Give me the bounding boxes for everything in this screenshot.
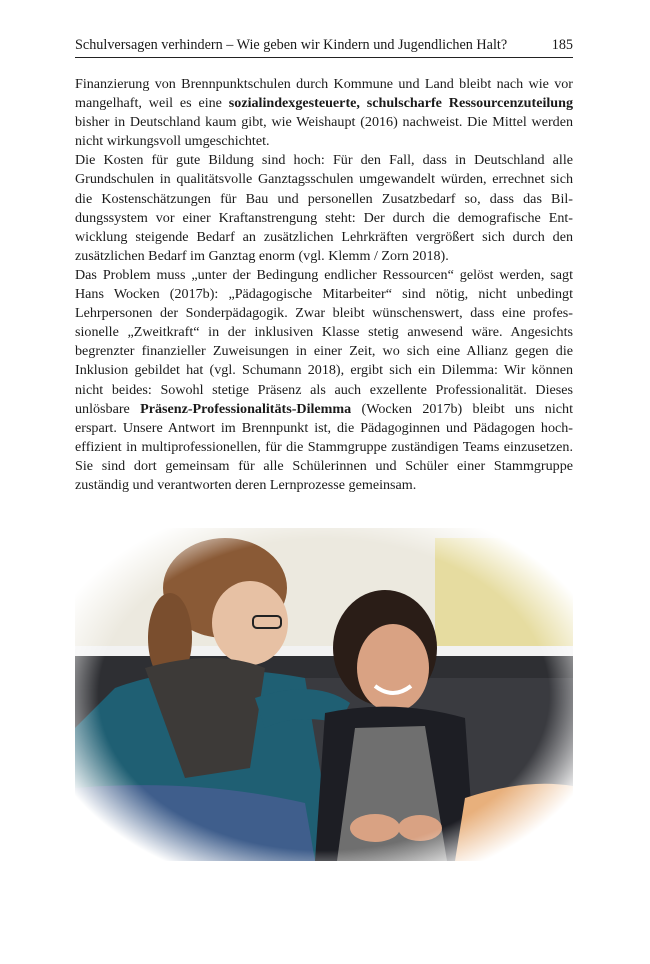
running-header-title: Schulversagen verhindern – Wie geben wir Kindern und Jugendlichen Halt?: [75, 37, 508, 53]
paragraph-1-text-a: Finanzierung von Brennpunktschulen durch Kommune und Land bleibt nach wie vor mangelhaft, weil es eine: [75, 76, 573, 112]
photo-illustration: [75, 528, 573, 861]
photo-teacher-and-girl-icon: [75, 528, 573, 861]
paragraph-3-text-c: (Wocken 2017b) bleibt uns nicht erspart. Unsere Antwort im Brennpunkt ist, die Pädagoginnen und Pädagogen hocheffizient in multiprofessionellen, für die Stammgruppe zuständigen Teams einzusetzen. Sie sind dort gemeinsam für alle Schülerinnen und Schüler einer Stammgruppe zuständig und verantworten deren Lernprozesse gemeinsam.: [75, 400, 573, 493]
page-number: 185: [551, 37, 573, 53]
paragraph-3: [75, 266, 573, 495]
paragraph-2: Die Kosten für gute Bildung sind hoch: Für den Fall, dass in Deutschland alle Grundschulen in qualitätsvolle Ganztagsschulen umgewandelt würden, errechnet sich die Kostenschätzungen für Bau und personellen Zusatzbedarf so, dass das Bildungssystem vor einer Kraftanstrengung steht: Der durch die demografische Entwicklung steigende Bedarf an zusätzlichen Lehrkräften vergrößert sich durch den zusätzlichen Bedarf im Ganztag enorm (vgl. Klemm / Zorn 2018).: [75, 152, 573, 264]
body-text: [75, 75, 573, 495]
running-header: [75, 36, 573, 58]
paragraph-3-bold: Präsenz-Professionalitäts-Dilemma: [140, 400, 352, 417]
paragraph-1-text-c: bisher in Deutschland kaum gibt, wie Weishaupt (2016) nachweist. Die Mittel werden nicht wirkungsvoll umgeschichtet.: [75, 114, 573, 150]
paragraph-1: [75, 75, 573, 151]
paragraph-1-bold: sozialindexgesteuerte, schulscharfe Ressourcenzuteilung: [228, 95, 574, 112]
paragraph-3-text-a: Das Problem muss „unter der Bedingung endlicher Ressourcen“ gelöst werden, sagt Hans Wocken (2017b): „Pädagogische Mitarbeiter“ sind nötig, nicht unbedingt Lehrpersonen der Sonderpädagogik. Zwar bleibt wünschenswert, dass eine professionelle „Zweitkraft“ in der inklusiven Klasse stetig anwesend wäre. Angesichts begrenzter finanzieller Zuweisungen in einer Zeit, wo sich eine Allianz gegen die Inklusion gebildet hat (vgl. Schumann 2018), ergibt sich ein Dilemma: Wir können nicht beides: Sowohl stetige Präsenz als auch exzellente Professionalität. Dieses unlösbare: [75, 266, 573, 417]
